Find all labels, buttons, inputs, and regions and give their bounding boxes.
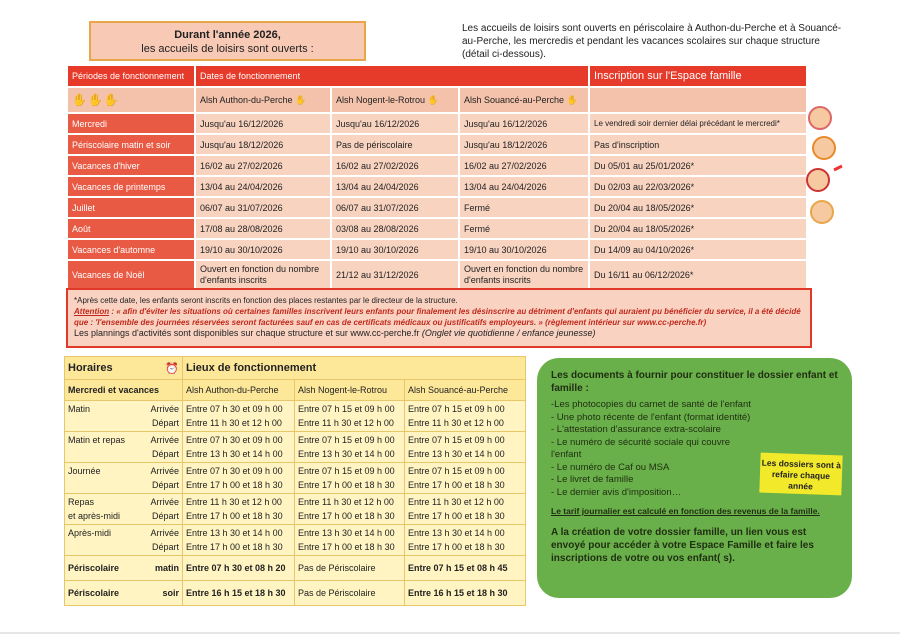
- list-item: - L'attestation d'assurance extra-scolaire: [551, 424, 721, 435]
- list-item: - Le dernier avis d'imposition…: [551, 486, 682, 498]
- orange-hand-icon: ✋: [566, 94, 578, 105]
- table-row: Vacances de printemps 13/04 au 24/04/2026 13/04 au 24/04/2026 13/04 au 24/04/2026 Du 02/03 au 22/03/2026*: [67, 176, 807, 197]
- note-box: [66, 288, 812, 348]
- documents-lead: Les documents à fournir pour constituer le dossier enfant et famille :: [551, 370, 838, 394]
- subheader-mercredi: Mercredi et vacances: [65, 380, 183, 401]
- note-line1: *Après cette date, les enfants seront inscrits en fonction des places restantes par le directeur de la structure.: [74, 296, 458, 305]
- title-line2: les accueils de loisirs sont ouverts :: [141, 43, 314, 55]
- table-row: Matin et repas Arrivée Départ Entre 07 h 30 et 09 h 00 Entre 13 h 30 et 14 h 00 Entre 07 h 15 et 09 h 00 Entre 13 h 30 et 14 h 00 Entre 07 h 15 et 09 h 00 Entre 13 h 30 et 14 h 00: [65, 432, 526, 463]
- list-item: - Le livret de famille: [551, 474, 634, 485]
- header-inscription: Inscription sur l'Espace famille: [589, 65, 807, 87]
- table-row: Matin Arrivée Départ Entre 07 h 30 et 09 h 00 Entre 11 h 30 et 12 h 00 Entre 07 h 15 et 09 h 00 Entre 11 h 30 et 12 h 00 Entre 07 h 15 et 09 h 00 Entre 11 h 30 et 12 h 00: [65, 401, 526, 432]
- dates-table: [66, 64, 808, 291]
- site-souance-h: Alsh Souancé-au-Perche: [405, 380, 526, 401]
- horaires-header: Horaires ⏰: [65, 357, 183, 380]
- hours-table: [64, 356, 526, 606]
- tarif-text: Le tarif journalier est calculé en fonction des revenus de la famille.: [551, 506, 820, 516]
- intro-text: Les accueils de loisirs sont ouverts en périscolaire à Authon-du-Perche et à Souancé-au-Perche, les mercredis et pendant les vacances scolaires sur chaque structure (détail ci-dessous).: [462, 23, 842, 60]
- table-row: Vacances d'hiver 16/02 au 27/02/2026 16/02 au 27/02/2026 16/02 au 27/02/2026 Du 05/01 au 25/01/2026*: [67, 155, 807, 176]
- table-row: Périscolaire matin Entre 07 h 30 et 08 h 20 Pas de Périscolaire Entre 07 h 15 et 08 h 45: [65, 556, 526, 581]
- header-dates: Dates de fonctionnement: [195, 65, 589, 87]
- table-row: Vacances d'automne 19/10 au 30/10/2026 19/10 au 30/10/2026 19/10 au 30/10/2026 Du 14/09 au 04/10/2026*: [67, 239, 807, 260]
- children-illustration-icon: [800, 100, 844, 240]
- site-souance: Alsh Souancé-au-Perche ✋: [459, 87, 589, 113]
- table-row: Journée Arrivée Départ Entre 07 h 30 et 09 h 00 Entre 17 h 00 et 18 h 30 Entre 07 h 15 et 09 h 00 Entre 17 h 00 et 18 h 30 Entre 07 h 15 et 09 h 00 Entre 17 h 00 et 18 h 30: [65, 463, 526, 494]
- divider: [0, 632, 900, 634]
- plannings-text: Les plannings d'activités sont disponibles sur chaque structure et sur www.cc-perche.fr (Onglet vie quotidienne / enfance jeunesse): [74, 328, 596, 338]
- site-nogent: Alsh Nogent-le-Rotrou ✋: [331, 87, 459, 113]
- site-nogent-h: Alsh Nogent-le-Rotrou: [295, 380, 405, 401]
- header-periods: Périodes de fonctionnement: [67, 65, 195, 87]
- list-item: - Le numéro de sécurité sociale qui couvre l'enfant: [551, 436, 731, 460]
- site-authon: Alsh Authon-du-Perche ✋: [195, 87, 331, 113]
- list-item: - Une photo récente de l'enfant (format identité): [551, 411, 751, 423]
- table-row: Périscolaire matin et soir Jusqu'au 18/12/2026 Pas de périscolaire Jusqu'au 18/12/2026 Pas d'inscription: [67, 134, 807, 155]
- table-row: Vacances de Noël Ouvert en fonction du nombre d'enfants inscrits 21/12 au 31/12/2026 Ouvert en fonction du nombre d'enfants inscrits Du 16/11 au 06/12/2026*: [67, 260, 807, 290]
- table-row: Août 17/08 au 28/08/2026 03/08 au 28/08/2026 Fermé Du 20/04 au 18/05/2026*: [67, 218, 807, 239]
- blue-hand-icon: ✋: [427, 94, 439, 105]
- hands-icon: ✋✋✋: [67, 87, 195, 113]
- plannings-link[interactable]: (Onglet vie quotidienne / enfance jeunesse): [421, 328, 596, 338]
- title-box: [89, 21, 366, 61]
- lieux-header: Lieux de fonctionnement: [183, 357, 526, 380]
- sticky-note: Les dossiers sont à refaire chaque année: [759, 453, 842, 496]
- green-hand-icon: ✋: [295, 94, 307, 105]
- table-row: Après-midi Arrivée Départ Entre 13 h 30 et 14 h 00 Entre 17 h 00 et 18 h 30 Entre 13 h 30 et 14 h 00 Entre 17 h 00 et 18 h 30 Entre 13 h 30 et 14 h 00 Entre 17 h 00 et 18 h 30: [65, 525, 526, 556]
- creation-text: A la création de votre dossier famille, un lien vous est envoyé pour accéder à votre Espace Famille et faire les inscriptions de votre ou vos enfant( s).: [551, 526, 814, 564]
- clock-icon: ⏰: [165, 362, 179, 375]
- table-row: Mercredi Jusqu'au 16/12/2026 Jusqu'au 16/12/2026 Jusqu'au 16/12/2026 Le vendredi soir dernier délai précédant le mercredi*: [67, 113, 807, 134]
- table-row: Juillet 06/07 au 31/07/2026 06/07 au 31/07/2026 Fermé Du 20/04 au 18/05/2026*: [67, 197, 807, 218]
- site-authon-h: Alsh Authon-du-Perche: [183, 380, 295, 401]
- table-row: Repas et après-midi Arrivée Départ Entre 11 h 30 et 12 h 00 Entre 17 h 00 et 18 h 30 Entre 11 h 30 et 12 h 00 Entre 17 h 00 et 18 h 30 Entre 11 h 30 et 12 h 00 Entre 17 h 00 et 18 h 30: [65, 494, 526, 525]
- table-row: Périscolaire soir Entre 16 h 15 et 18 h 30 Pas de Périscolaire Entre 16 h 15 et 18 h 30: [65, 581, 526, 606]
- list-item: - Le numéro de Caf ou MSA: [551, 461, 670, 473]
- inscription-blank: [589, 87, 807, 113]
- title-line1: Durant l'année 2026,: [174, 29, 281, 41]
- list-item: -Les photocopies du carnet de santé de l'enfant: [551, 399, 751, 410]
- attention-text: Attention : « afin d'éviter les situations où certaines familles inscrivent leurs enfants pour finalement les désinscrire au détriment d'enfants qui auraient pu bénéficier du service, il a été décidé que : 'l'ensemble des journées réservées seront facturées sauf en cas de certificats médicaux ou justificatifs employeurs. » (règlement intérieur sur www.cc-perche.fr): [74, 307, 801, 327]
